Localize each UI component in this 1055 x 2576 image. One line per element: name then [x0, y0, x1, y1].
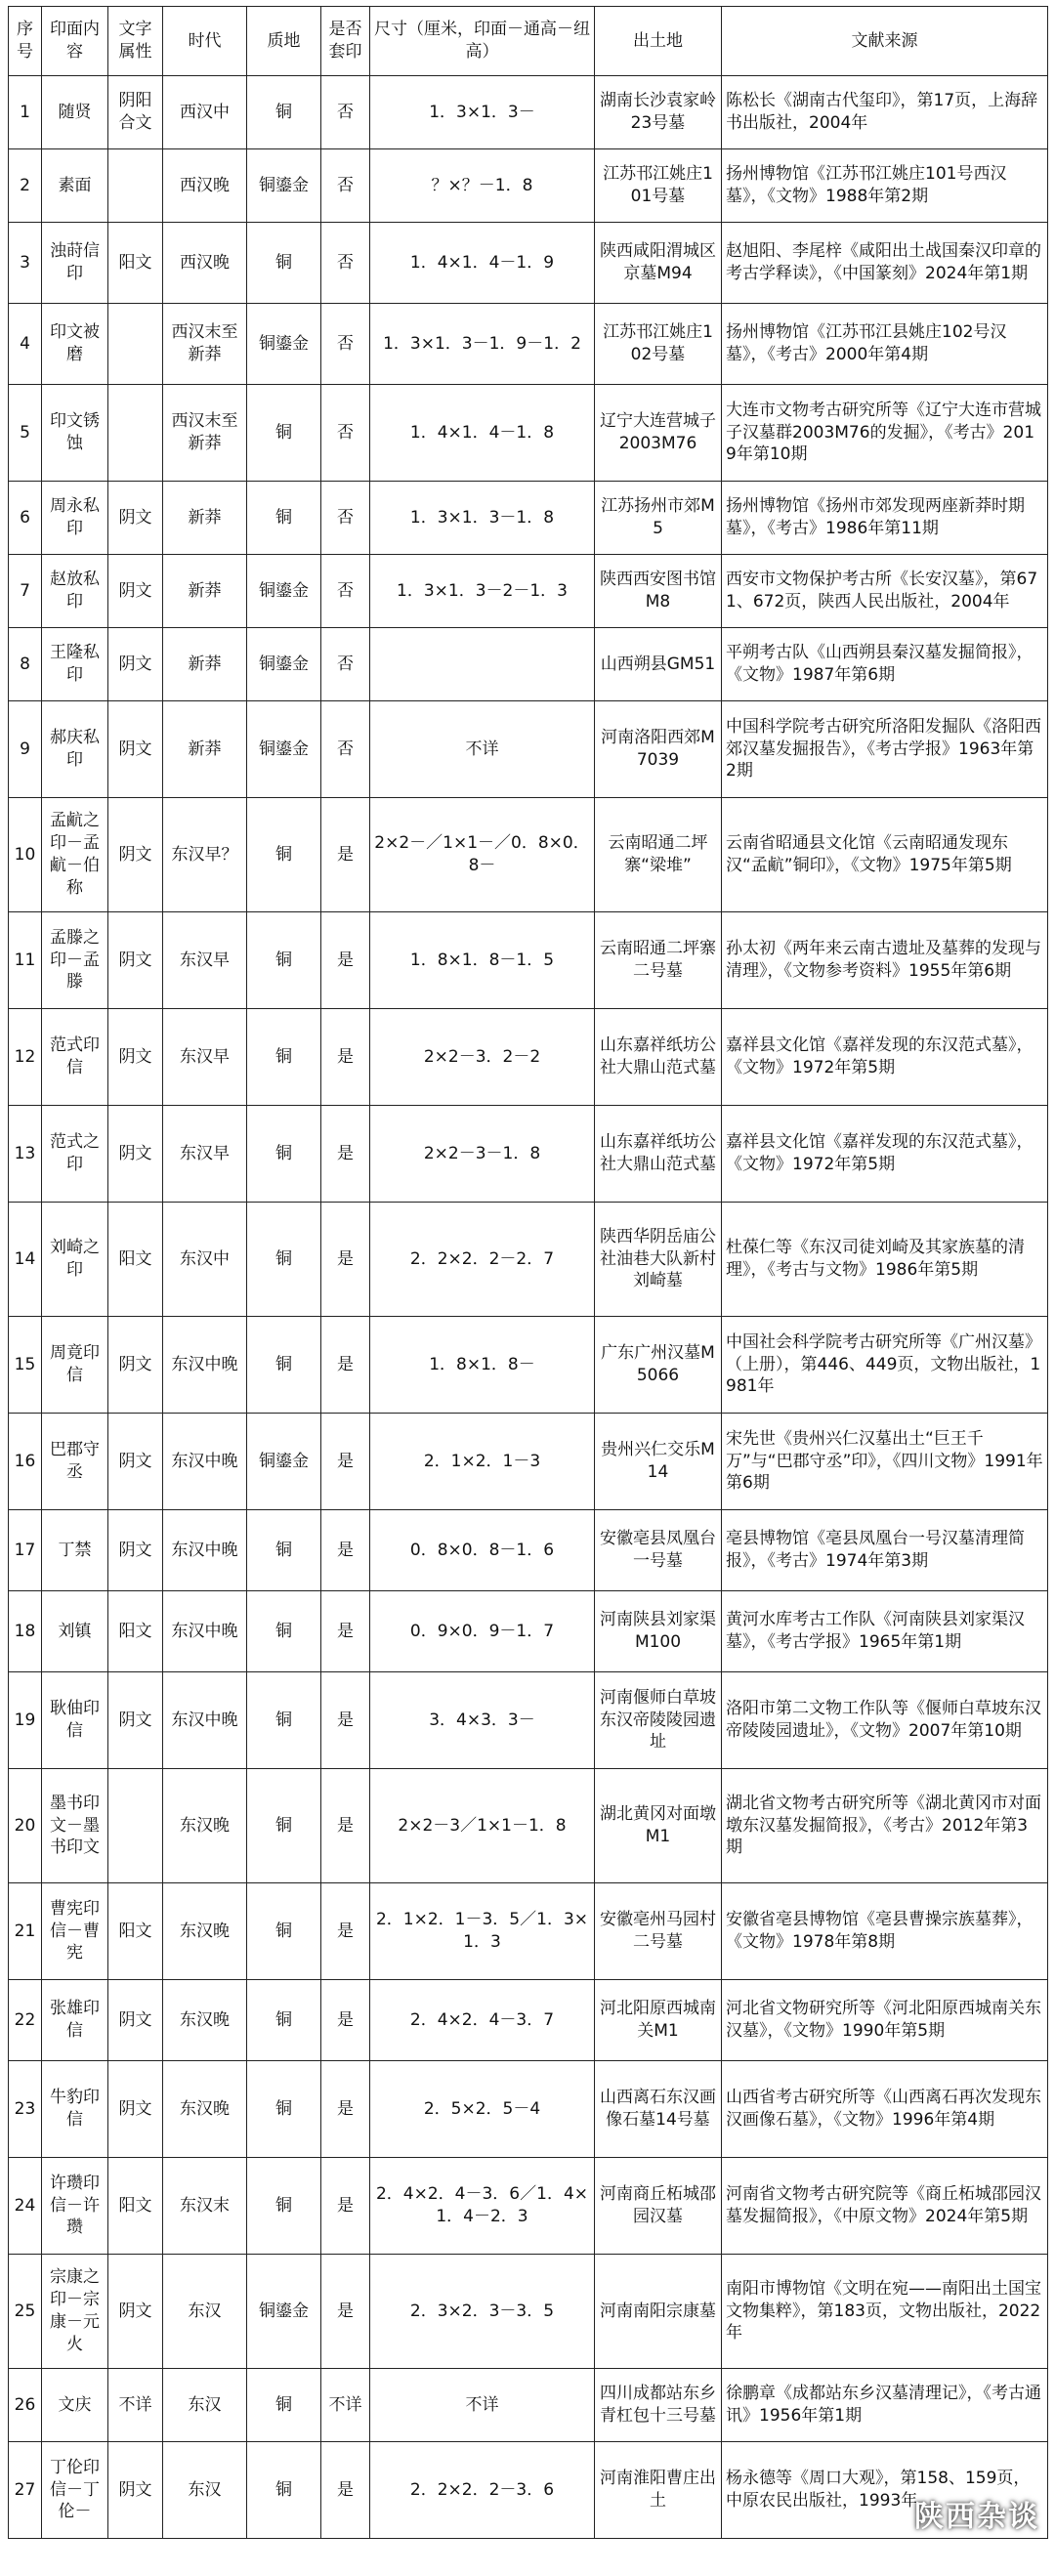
cell-nested: 是: [321, 1414, 370, 1510]
cell-material: 铜鎏金: [247, 701, 321, 798]
table-row: [9, 1672, 1048, 1769]
cell-index: 13: [9, 1106, 42, 1203]
table-row: [9, 1203, 1048, 1317]
cell-index: 17: [9, 1510, 42, 1591]
cell-script-type: 阴文: [108, 628, 163, 701]
cell-seal-text: 随贤: [42, 76, 108, 149]
cell-nested: 是: [321, 2158, 370, 2255]
cell-seal-text: 张雄印信: [42, 1980, 108, 2061]
cell-period: 新莽: [163, 701, 247, 798]
cell-material: 铜: [247, 1769, 321, 1883]
seal-table: [8, 6, 1048, 2539]
cell-period: 东汉: [163, 2255, 247, 2369]
cell-source: 西安市文物保护考古所《长安汉墓》，第671、672页，陕西人民出版社，2004年: [722, 555, 1048, 628]
cell-nested: 否: [321, 149, 370, 223]
cell-nested: 不详: [321, 2369, 370, 2442]
cell-size: 2．5×2．5－4: [370, 2061, 595, 2158]
cell-nested: 否: [321, 701, 370, 798]
cell-size: 2．2×2．2－3．6: [370, 2442, 595, 2539]
cell-seal-text: 丁禁: [42, 1510, 108, 1591]
header-seal-text: 印面内容: [42, 7, 108, 76]
cell-findspot: 安徽亳县凤凰台一号墓: [595, 1510, 722, 1591]
cell-source: 扬州博物馆《扬州市郊发现两座新莽时期墓》，《考古》1986年第11期: [722, 482, 1048, 555]
cell-findspot: 河南偃师白草坡东汉帝陵陵园遗址: [595, 1672, 722, 1769]
cell-material: 铜鎏金: [247, 1414, 321, 1510]
table-row: [9, 482, 1048, 555]
cell-index: 21: [9, 1883, 42, 1980]
cell-index: 23: [9, 2061, 42, 2158]
cell-size: 1．4×1．4－1．9: [370, 223, 595, 304]
cell-index: 19: [9, 1672, 42, 1769]
cell-script-type: 阴文: [108, 1009, 163, 1106]
cell-index: 5: [9, 385, 42, 482]
cell-source: 云南省昭通县文化馆《云南昭通发现东汉“孟䴚”铜印》，《文物》1975年第5期: [722, 798, 1048, 912]
cell-index: 6: [9, 482, 42, 555]
header-period: 时代: [163, 7, 247, 76]
cell-script-type: 阴文: [108, 2255, 163, 2369]
table-row: [9, 1317, 1048, 1414]
cell-findspot: 河南陕县刘家渠M100: [595, 1591, 722, 1672]
cell-seal-text: 曹宪印信－曹宪: [42, 1883, 108, 1980]
cell-period: 东汉早？: [163, 798, 247, 912]
cell-seal-text: 牛豹印信: [42, 2061, 108, 2158]
cell-source: 杨永德等《周口大观》，第158、159页，中原农民出版社，1993年: [722, 2442, 1048, 2539]
table-row: [9, 798, 1048, 912]
cell-source: 陈松长《湖南古代玺印》，第17页，上海辞书出版社，2004年: [722, 76, 1048, 149]
cell-seal-text: 周永私印: [42, 482, 108, 555]
header-size: 尺寸（厘米，印面－通高－纽高）: [370, 7, 595, 76]
cell-script-type: 阴文: [108, 1510, 163, 1591]
cell-period: 新莽: [163, 555, 247, 628]
cell-source: 平朔考古队《山西朔县秦汉墓发掘简报》，《文物》1987年第6期: [722, 628, 1048, 701]
cell-findspot: 河北阳原西城南关M1: [595, 1980, 722, 2061]
cell-findspot: 山西朔县GM51: [595, 628, 722, 701]
cell-material: 铜鎏金: [247, 555, 321, 628]
cell-index: 20: [9, 1769, 42, 1883]
cell-size: 1．8×1．8－1．5: [370, 912, 595, 1009]
cell-script-type: 阴文: [108, 1317, 163, 1414]
table-row: [9, 76, 1048, 149]
cell-source: 扬州博物馆《江苏邗江姚庄101号西汉墓》，《文物》1988年第2期: [722, 149, 1048, 223]
cell-findspot: 山东嘉祥纸坊公社大鼎山范式墓: [595, 1009, 722, 1106]
cell-source: 河北省文物研究所等《河北阳原西城南关东汉墓》，《文物》1990年第5期: [722, 1980, 1048, 2061]
cell-findspot: 湖北黄冈对面墩M1: [595, 1769, 722, 1883]
table-body: [9, 76, 1048, 2539]
cell-script-type: 阴文: [108, 1980, 163, 2061]
cell-period: 东汉早: [163, 1009, 247, 1106]
cell-seal-text: 孟䴚之印－孟䴚－伯称: [42, 798, 108, 912]
cell-findspot: 贵州兴仁交乐M14: [595, 1414, 722, 1510]
cell-material: 铜: [247, 385, 321, 482]
cell-material: 铜鎏金: [247, 149, 321, 223]
cell-seal-text: 墨书印文－墨书印文: [42, 1769, 108, 1883]
table-row: [9, 1009, 1048, 1106]
cell-seal-text: 丁伦印信－丁伦－: [42, 2442, 108, 2539]
cell-size: 2×2－／1×1－／0．8×0．8－: [370, 798, 595, 912]
table-row: [9, 555, 1048, 628]
cell-source: 孙太初《两年来云南古遗址及墓葬的发现与清理》，《文物参考资料》1955年第6期: [722, 912, 1048, 1009]
cell-source: 宋先世《贵州兴仁汉墓出土“巨王千万”与“巴郡守丞”印》，《四川文物》1991年第6期: [722, 1414, 1048, 1510]
cell-source: 赵旭阳、李尾梓《咸阳出土战国秦汉印章的考古学释读》，《中国篆刻》2024年第1期: [722, 223, 1048, 304]
cell-period: 东汉晚: [163, 2061, 247, 2158]
cell-source: 徐鹏章《成都站东乡汉墓清理记》，《考古通讯》1956年第1期: [722, 2369, 1048, 2442]
cell-index: 1: [9, 76, 42, 149]
cell-seal-text: 孟滕之印－孟滕: [42, 912, 108, 1009]
cell-material: 铜: [247, 1591, 321, 1672]
cell-script-type: 阳文: [108, 2158, 163, 2255]
cell-period: 东汉早: [163, 912, 247, 1009]
cell-nested: 否: [321, 76, 370, 149]
cell-period: 东汉: [163, 2442, 247, 2539]
cell-index: 22: [9, 1980, 42, 2061]
cell-source: 安徽省亳县博物馆《亳县曹操宗族墓葬》，《文物》1978年第8期: [722, 1883, 1048, 1980]
cell-period: 东汉中晚: [163, 1591, 247, 1672]
table-row: [9, 1510, 1048, 1591]
cell-period: 西汉晚: [163, 149, 247, 223]
cell-findspot: 陕西华阴岳庙公社油巷大队新村刘崎墓: [595, 1203, 722, 1317]
cell-nested: 是: [321, 1317, 370, 1414]
cell-material: 铜: [247, 1009, 321, 1106]
cell-size: 2．3×2．3－3．5: [370, 2255, 595, 2369]
cell-material: 铜鎏金: [247, 628, 321, 701]
cell-source: 河南省文物考古研究院等《商丘柘城邵园汉墓发掘简报》，《中原文物》2024年第5期: [722, 2158, 1048, 2255]
cell-period: 东汉晚: [163, 1769, 247, 1883]
cell-source: 洛阳市第二文物工作队等《偃师白草坡东汉帝陵陵园遗址》，《文物》2007年第10期: [722, 1672, 1048, 1769]
header-index: 序号: [9, 7, 42, 76]
cell-material: 铜: [247, 1883, 321, 1980]
cell-source: 亳县博物馆《亳县凤凰台一号汉墓清理简报》，《考古》1974年第3期: [722, 1510, 1048, 1591]
header-script-type: 文字属性: [108, 7, 163, 76]
cell-size: 2．1×2．1－3．5／1．3×1．3: [370, 1883, 595, 1980]
cell-nested: 否: [321, 482, 370, 555]
cell-period: 东汉中晚: [163, 1672, 247, 1769]
table-row: [9, 701, 1048, 798]
cell-nested: 是: [321, 798, 370, 912]
watermark-text: 陕西杂谈: [914, 2500, 1039, 2534]
cell-findspot: 河南南阳宗康墓: [595, 2255, 722, 2369]
cell-period: 东汉中晚: [163, 1317, 247, 1414]
cell-findspot: 云南昭通二坪寨“梁堆”: [595, 798, 722, 912]
cell-seal-text: 文庆: [42, 2369, 108, 2442]
cell-source: 中国社会科学院考古研究所等《广州汉墓》（上册），第446、449页，文物出版社，1981年: [722, 1317, 1048, 1414]
cell-material: 铜: [247, 482, 321, 555]
cell-index: 24: [9, 2158, 42, 2255]
cell-source: 中国科学院考古研究所洛阳发掘队《洛阳西郊汉墓发掘报告》，《考古学报》1963年第2期: [722, 701, 1048, 798]
cell-period: 东汉晚: [163, 1980, 247, 2061]
cell-material: 铜: [247, 798, 321, 912]
cell-period: 东汉早: [163, 1106, 247, 1203]
table-row: [9, 912, 1048, 1009]
cell-material: 铜: [247, 2061, 321, 2158]
cell-period: 东汉末: [163, 2158, 247, 2255]
cell-size: 1．3×1．3－1．8: [370, 482, 595, 555]
cell-nested: 是: [321, 1591, 370, 1672]
cell-material: 铜鎏金: [247, 304, 321, 385]
cell-nested: 是: [321, 1980, 370, 2061]
cell-source: 南阳市博物馆《文明在宛——南阳出土国宝文物集粹》，第183页，文物出版社，2022年: [722, 2255, 1048, 2369]
cell-seal-text: 宗康之印－宗康－元火: [42, 2255, 108, 2369]
cell-size: 不详: [370, 2369, 595, 2442]
cell-size: 3．4×3．3－: [370, 1672, 595, 1769]
cell-seal-text: 耿伷印信: [42, 1672, 108, 1769]
cell-nested: 否: [321, 385, 370, 482]
cell-seal-text: 印文被磨: [42, 304, 108, 385]
cell-findspot: 河南淮阳曹庄出土: [595, 2442, 722, 2539]
cell-script-type: 阴文: [108, 798, 163, 912]
cell-period: 东汉晚: [163, 1883, 247, 1980]
cell-nested: 是: [321, 1203, 370, 1317]
cell-findspot: 云南昭通二坪寨二号墓: [595, 912, 722, 1009]
cell-nested: 否: [321, 628, 370, 701]
cell-index: 3: [9, 223, 42, 304]
cell-nested: 是: [321, 1672, 370, 1769]
table-row: [9, 223, 1048, 304]
table-row: [9, 2369, 1048, 2442]
cell-material: 铜鎏金: [247, 2255, 321, 2369]
table-row: [9, 1414, 1048, 1510]
cell-index: 4: [9, 304, 42, 385]
cell-findspot: 广东广州汉墓M5066: [595, 1317, 722, 1414]
cell-findspot: 江苏邗江姚庄101号墓: [595, 149, 722, 223]
header-material: 质地: [247, 7, 321, 76]
cell-material: 铜: [247, 76, 321, 149]
cell-period: 西汉中: [163, 76, 247, 149]
cell-script-type: 阳文: [108, 1883, 163, 1980]
cell-source: 大连市文物考古研究所等《辽宁大连市营城子汉墓群2003M76的发掘》，《考古》2019年第10期: [722, 385, 1048, 482]
cell-source: 扬州博物馆《江苏邗江县姚庄102号汉墓》，《考古》2000年第4期: [722, 304, 1048, 385]
cell-period: 新莽: [163, 628, 247, 701]
cell-index: 8: [9, 628, 42, 701]
cell-size: 1．8×1．8－: [370, 1317, 595, 1414]
cell-size: 2×2－3．2－2: [370, 1009, 595, 1106]
cell-nested: 是: [321, 1769, 370, 1883]
cell-findspot: 安徽亳州马园村二号墓: [595, 1883, 722, 1980]
table-row: [9, 149, 1048, 223]
cell-seal-text: 范式印信: [42, 1009, 108, 1106]
table-row: [9, 2255, 1048, 2369]
cell-material: 铜: [247, 223, 321, 304]
cell-period: 西汉末至新莽: [163, 304, 247, 385]
cell-index: 25: [9, 2255, 42, 2369]
cell-seal-text: 印文锈蚀: [42, 385, 108, 482]
cell-size: 2．4×2．4－3．7: [370, 1980, 595, 2061]
cell-index: 18: [9, 1591, 42, 1672]
table-row: [9, 2442, 1048, 2539]
cell-findspot: 湖南长沙袁家岭23号墓: [595, 76, 722, 149]
cell-script-type: [108, 1769, 163, 1883]
cell-size: 1．3×1．3－: [370, 76, 595, 149]
cell-period: 东汉: [163, 2369, 247, 2442]
cell-seal-text: 刘崎之印: [42, 1203, 108, 1317]
cell-period: 东汉中: [163, 1203, 247, 1317]
cell-script-type: 阴文: [108, 555, 163, 628]
cell-index: 7: [9, 555, 42, 628]
cell-nested: 否: [321, 223, 370, 304]
cell-script-type: 不详: [108, 2369, 163, 2442]
cell-script-type: 阴文: [108, 482, 163, 555]
cell-nested: 否: [321, 304, 370, 385]
cell-findspot: 辽宁大连营城子2003M76: [595, 385, 722, 482]
cell-material: 铜: [247, 2158, 321, 2255]
cell-material: 铜: [247, 912, 321, 1009]
cell-findspot: 山西离石东汉画像石墓14号墓: [595, 2061, 722, 2158]
table-row: [9, 385, 1048, 482]
cell-nested: 是: [321, 1510, 370, 1591]
cell-nested: 是: [321, 2255, 370, 2369]
cell-script-type: 阴文: [108, 1106, 163, 1203]
cell-findspot: 河南洛阳西郊M7039: [595, 701, 722, 798]
cell-seal-text: 许瓒印信－许瓒: [42, 2158, 108, 2255]
cell-script-type: 阳文: [108, 223, 163, 304]
cell-source: 嘉祥县文化馆《嘉祥发现的东汉范式墓》，《文物》1972年第5期: [722, 1009, 1048, 1106]
cell-seal-text: 巴郡守丞: [42, 1414, 108, 1510]
cell-size: 不详: [370, 701, 595, 798]
cell-script-type: [108, 385, 163, 482]
cell-period: 西汉晚: [163, 223, 247, 304]
cell-script-type: 阴文: [108, 1414, 163, 1510]
cell-nested: 是: [321, 1009, 370, 1106]
cell-size: [370, 628, 595, 701]
cell-size: 2×2－3／1×1－1．8: [370, 1769, 595, 1883]
cell-findspot: 山东嘉祥纸坊公社大鼎山范式墓: [595, 1106, 722, 1203]
cell-seal-text: 范式之印: [42, 1106, 108, 1203]
table-row: [9, 628, 1048, 701]
cell-findspot: 江苏扬州市郊M5: [595, 482, 722, 555]
cell-size: 2．4×2．4－3．6／1．4×1．4－2．3: [370, 2158, 595, 2255]
cell-nested: 是: [321, 1883, 370, 1980]
cell-script-type: [108, 149, 163, 223]
cell-index: 27: [9, 2442, 42, 2539]
cell-period: 东汉中晚: [163, 1510, 247, 1591]
cell-material: 铜: [247, 1317, 321, 1414]
cell-period: 西汉末至新莽: [163, 385, 247, 482]
cell-seal-text: 王隆私印: [42, 628, 108, 701]
header-findspot: 出土地: [595, 7, 722, 76]
cell-size: 1．4×1．4－1．8: [370, 385, 595, 482]
cell-findspot: 河南商丘柘城邵园汉墓: [595, 2158, 722, 2255]
cell-nested: 是: [321, 2061, 370, 2158]
table-row: [9, 1769, 1048, 1883]
cell-source: 湖北省文物考古研究所等《湖北黄冈市对面墩东汉墓发掘简报》，《考古》2012年第3期: [722, 1769, 1048, 1883]
cell-index: 15: [9, 1317, 42, 1414]
cell-source: 黄河水库考古工作队《河南陕县刘家渠汉墓》，《考古学报》1965年第1期: [722, 1591, 1048, 1672]
table-row: [9, 1883, 1048, 1980]
table-row: [9, 2061, 1048, 2158]
cell-seal-text: 周竟印信: [42, 1317, 108, 1414]
cell-findspot: 四川成都站东乡青杠包十三号墓: [595, 2369, 722, 2442]
cell-source: 杜葆仁等《东汉司徒刘崎及其家族墓的清理》，《考古与文物》1986年第5期: [722, 1203, 1048, 1317]
document-page: [8, 6, 1047, 2539]
table-row: [9, 1980, 1048, 2061]
cell-material: 铜: [247, 1510, 321, 1591]
cell-script-type: 阴文: [108, 912, 163, 1009]
cell-seal-text: 浊莳信印: [42, 223, 108, 304]
cell-material: 铜: [247, 1980, 321, 2061]
cell-nested: 是: [321, 2442, 370, 2539]
cell-index: 26: [9, 2369, 42, 2442]
cell-nested: 是: [321, 912, 370, 1009]
cell-seal-text: 刘镇: [42, 1591, 108, 1672]
table-row: [9, 2158, 1048, 2255]
cell-index: 9: [9, 701, 42, 798]
cell-nested: 否: [321, 555, 370, 628]
cell-source: 嘉祥县文化馆《嘉祥发现的东汉范式墓》，《文物》1972年第5期: [722, 1106, 1048, 1203]
cell-script-type: 阴文: [108, 701, 163, 798]
cell-size: 2．1×2．1－3: [370, 1414, 595, 1510]
cell-index: 2: [9, 149, 42, 223]
cell-findspot: 陕西西安图书馆M8: [595, 555, 722, 628]
cell-material: 铜: [247, 2442, 321, 2539]
cell-nested: 是: [321, 1106, 370, 1203]
cell-script-type: 阴阳合文: [108, 76, 163, 149]
cell-size: 1．3×1．3－1．9－1．2: [370, 304, 595, 385]
cell-size: 2×2－3－1．8: [370, 1106, 595, 1203]
cell-script-type: 阳文: [108, 1203, 163, 1317]
header-nested: 是否套印: [321, 7, 370, 76]
cell-findspot: 江苏邗江姚庄102号墓: [595, 304, 722, 385]
cell-index: 10: [9, 798, 42, 912]
cell-script-type: 阴文: [108, 1672, 163, 1769]
cell-source: 山西省考古研究所等《山西离石再次发现东汉画像石墓》，《文物》1996年第4期: [722, 2061, 1048, 2158]
cell-seal-text: 素面: [42, 149, 108, 223]
cell-index: 14: [9, 1203, 42, 1317]
cell-size: 0．8×0．8－1．6: [370, 1510, 595, 1591]
cell-script-type: 阴文: [108, 2442, 163, 2539]
cell-size: 0．9×0．9－1．7: [370, 1591, 595, 1672]
cell-index: 16: [9, 1414, 42, 1510]
cell-seal-text: 郝庆私印: [42, 701, 108, 798]
cell-findspot: 陕西咸阳渭城区京墓M94: [595, 223, 722, 304]
cell-index: 11: [9, 912, 42, 1009]
header-source: 文献来源: [722, 7, 1048, 76]
cell-period: 东汉中晚: [163, 1414, 247, 1510]
cell-material: 铜: [247, 1203, 321, 1317]
cell-seal-text: 赵放私印: [42, 555, 108, 628]
cell-script-type: [108, 304, 163, 385]
cell-material: 铜: [247, 2369, 321, 2442]
cell-index: 12: [9, 1009, 42, 1106]
table-row: [9, 304, 1048, 385]
cell-period: 新莽: [163, 482, 247, 555]
table-row: [9, 1106, 1048, 1203]
cell-script-type: 阴文: [108, 2061, 163, 2158]
cell-script-type: 阳文: [108, 1591, 163, 1672]
cell-size: 1．3×1．3－2－1．3: [370, 555, 595, 628]
cell-material: 铜: [247, 1672, 321, 1769]
table-header-row: [9, 7, 1048, 76]
cell-material: 铜: [247, 1106, 321, 1203]
table-row: [9, 1591, 1048, 1672]
cell-size: 2．2×2．2－2．7: [370, 1203, 595, 1317]
cell-size: ？×？－1．8: [370, 149, 595, 223]
